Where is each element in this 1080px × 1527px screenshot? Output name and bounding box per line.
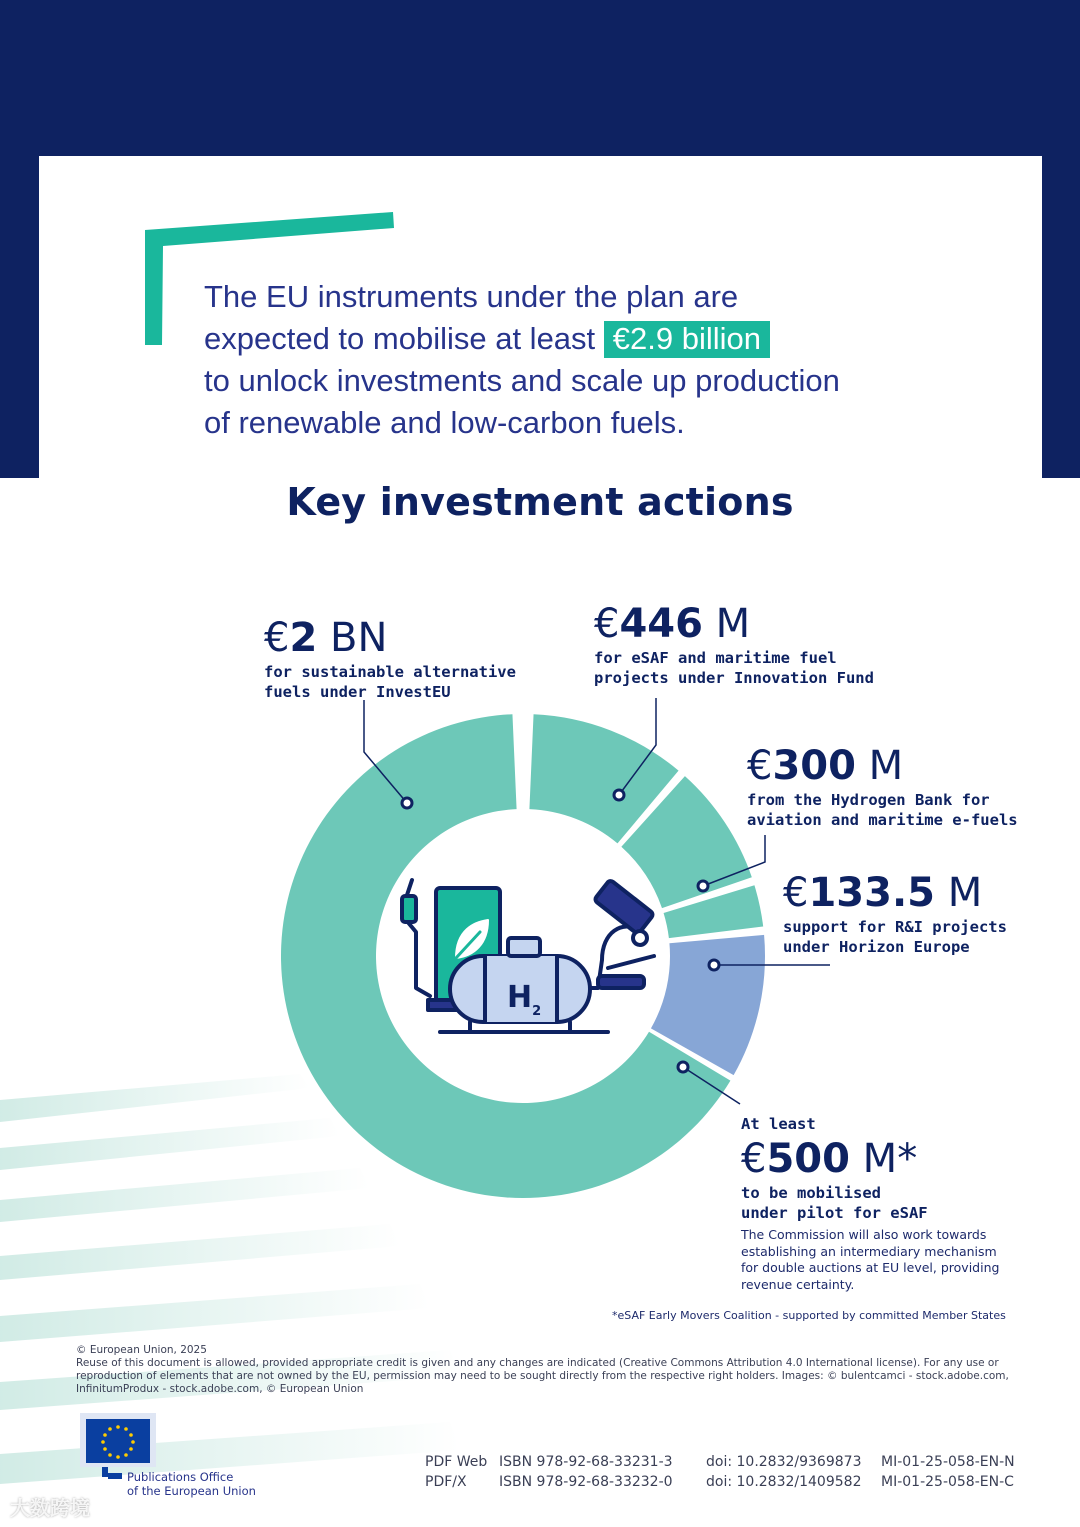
intro-line-4: of renewable and low-carbon fuels.: [204, 405, 685, 440]
copyright-line: © European Union, 2025: [76, 1344, 207, 1356]
amount-esaf-pilot: €500 M*: [741, 1136, 918, 1182]
dot-investeu: [402, 798, 412, 808]
format-x: PDF/X: [425, 1474, 467, 1490]
desc-investeu: for sustainable alternative fuels under InvestEU: [264, 663, 516, 701]
license-text: Reuse of this document is allowed, provided appropriate credit is given and any changes are indicated (Creative Commons Attribution 4.0 International license). For any use or reproduction of elements that are not owned by the EU, permission may need to be sought directly from the respective right holders. Images: © bulentcamci - stock.adobe.com, InfinitumProdux - stock.adobe.com, © European Union: [76, 1357, 1009, 1395]
copyright-notice: [76, 1344, 1036, 1396]
id-dois: [706, 1452, 861, 1492]
doi-web: doi: 10.2832/9369873: [706, 1454, 862, 1470]
dot-esaf-pilot: [678, 1062, 688, 1072]
hydrogen-symbol: $H_2$: [507, 980, 542, 1019]
catalogue-web: MI-01-25-058-EN-N: [881, 1454, 1015, 1470]
desc-hydrogen-bank: from the Hydrogen Bank for aviation and maritime e-fuels: [747, 791, 1018, 829]
desc-horizon-europe: support for R&I projects under Horizon Europe: [783, 918, 1007, 956]
amount-innovation-fund: €446 M: [594, 601, 751, 647]
doi-x: doi: 10.2832/1409582: [706, 1474, 862, 1490]
amount-horizon-europe: €133.5 M: [783, 870, 983, 916]
format-web: PDF Web: [425, 1454, 488, 1470]
dot-innovation-fund: [614, 790, 624, 800]
section-title: Key investment actions: [286, 480, 794, 524]
esaf-note: The Commission will also work towards establishing an intermediary mechanism for double auctions at EU level, providing revenue certainty.: [741, 1227, 1000, 1292]
amount-hydrogen-bank: €300 M: [747, 743, 904, 789]
id-isbns: [499, 1452, 673, 1492]
id-catalogue: [881, 1452, 1015, 1492]
dot-horizon-europe: [709, 960, 719, 970]
id-formats: [425, 1452, 487, 1492]
footnote: *eSAF Early Movers Coalition - supported by committed Member States: [612, 1309, 1006, 1322]
highlight-amount: €2.9 billion: [604, 321, 770, 358]
desc-innovation-fund: for eSAF and maritime fuel projects under Innovation Fund: [594, 649, 874, 687]
isbn-web: ISBN 978-92-68-33231-3: [499, 1454, 673, 1470]
desc-esaf-pilot: to be mobilised under pilot for eSAF: [741, 1184, 928, 1222]
intro-line-2-text: expected to mobilise at least: [204, 321, 596, 356]
watermark: 大数跨境: [10, 1496, 90, 1520]
isbn-x: ISBN 978-92-68-33232-0: [499, 1474, 673, 1490]
catalogue-x: MI-01-25-058-EN-C: [881, 1474, 1014, 1490]
publisher-name: Publications Office of the European Union: [127, 1470, 256, 1498]
prefix-esaf-pilot: At least: [741, 1115, 816, 1133]
intro-line-3: to unlock investments and scale up production: [204, 363, 840, 398]
dot-hydrogen-bank: [698, 881, 708, 891]
amount-investeu: €2 BN: [264, 615, 388, 661]
intro-line-1: The EU instruments under the plan are: [204, 279, 739, 314]
